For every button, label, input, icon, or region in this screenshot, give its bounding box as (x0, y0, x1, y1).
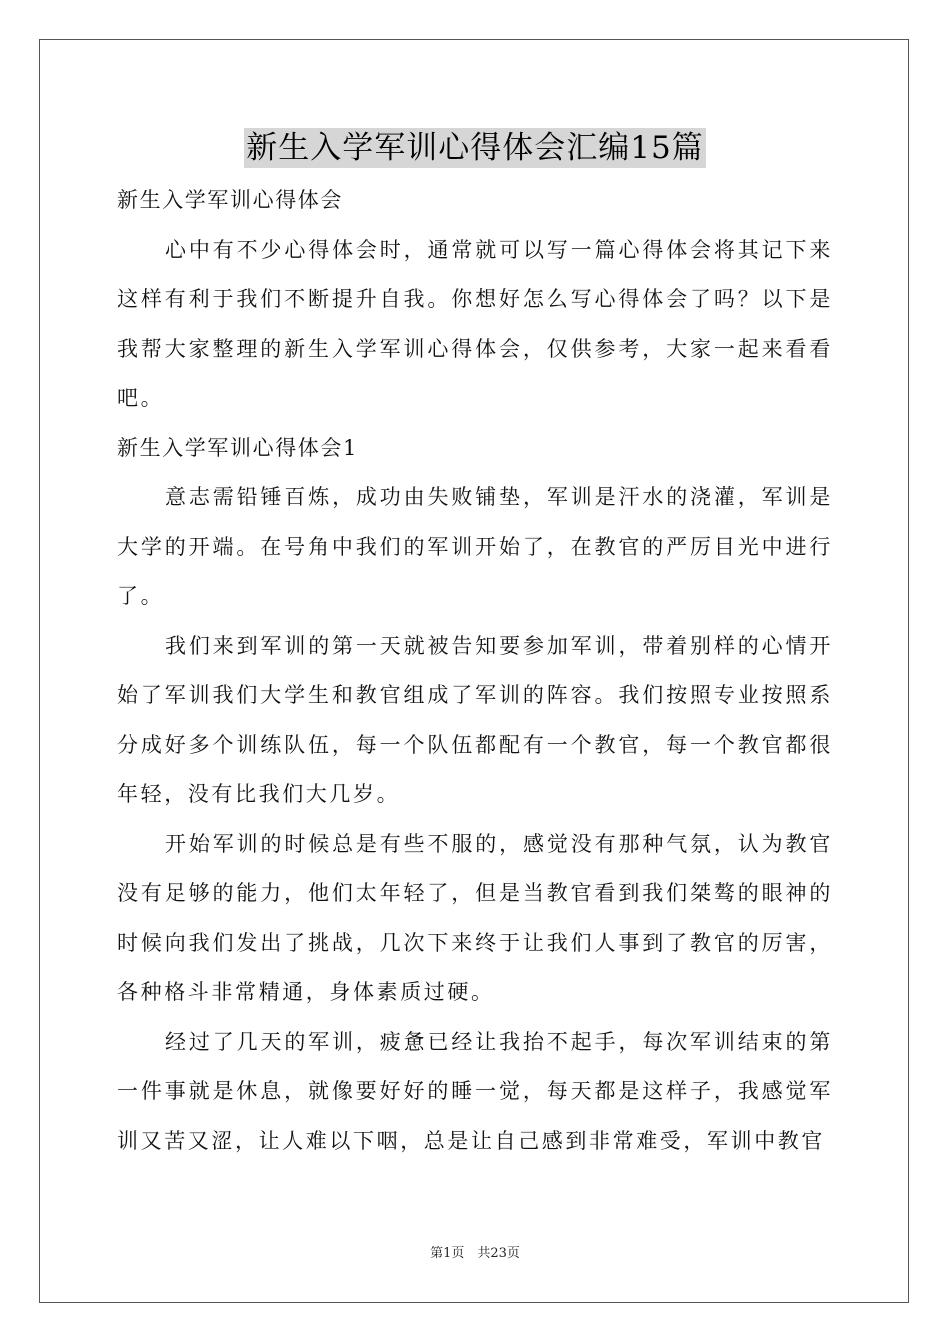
document-body (117, 176, 833, 1166)
body-paragraph: 心中有不少心得体会时，通常就可以写一篇心得体会将其记下来这样有利于我们不断提升自我。你想好怎么写心得体会了吗？以下是我帮大家整理的新生入学军训心得体会，仅供参考，大家一起来看看吧。 (117, 237, 833, 410)
title-container (0, 128, 950, 168)
section-heading: 新生入学军训心得体会 (117, 188, 343, 212)
section-heading: 新生入学军训心得体会1 (117, 435, 358, 460)
body-paragraph: 开始军训的时候总是有些不服的，感觉没有那种气氛，认为教官没有足够的能力，他们太年轻了，但是当教官看到我们桀骜的眼神的时候向我们发出了挑战，几次下来终于让我们人事到了教官的厉害，各种格斗非常精通，身体素质过硬。 (117, 831, 833, 1004)
body-paragraph: 意志需铅锤百炼，成功由失败铺垫，军训是汗水的浇灌，军训是大学的开端。在号角中我们的军训开始了，在教官的严厉目光中进行了。 (117, 485, 833, 608)
document-title: 新生入学军训心得体会汇编15篇 (246, 130, 704, 166)
body-paragraph: 经过了几天的军训，疲惫已经让我抬不起手，每次军训结束的第一件事就是休息，就像要好好的睡一觉，每天都是这样子，我感觉军训又苦又涩，让人难以下咽，总是让自己感到非常难受，军训中教官 (117, 1029, 833, 1153)
page-footer (0, 1245, 950, 1263)
page-number: 第1页 共23页 (430, 1246, 520, 1261)
body-paragraph: 我们来到军训的第一天就被告知要参加军训，带着别样的心情开始了军训我们大学生和教官组成了军训的阵容。我们按照专业按照系分成好多个训练队伍，每一个队伍都配有一个教官，每一个教官都很年轻，没有比我们大几岁。 (117, 633, 833, 806)
